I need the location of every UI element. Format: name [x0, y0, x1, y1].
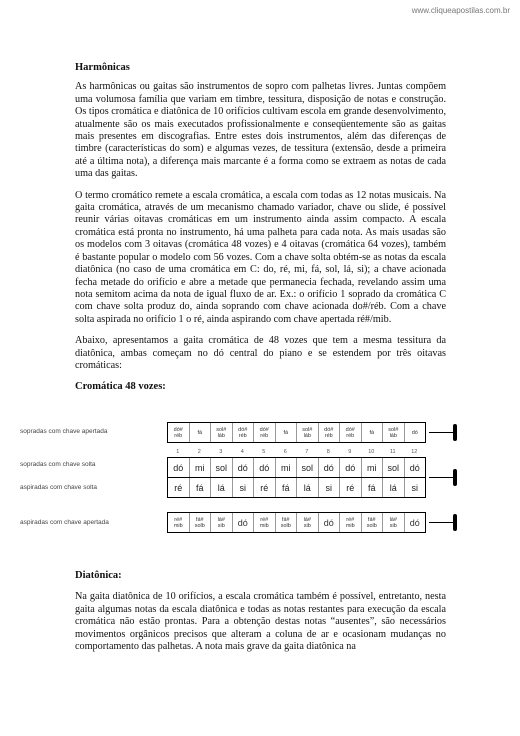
row-aspiradas-apertada: [167, 512, 426, 533]
hole-number: 8: [326, 449, 330, 455]
paragraph-final: Na gaita diatônica de 10 orifícios, a escala cromática também é possível, entretanto, nesta gaita algumas notas da escala diatônica e todas as notas restantes para execução da escala cromática não estão prontas. Para a obtenção destas notas “ausentes”, são necessários movimentos orgânicos precisos que alteram a coluna de ar e ocasionam mudanças no comportamento das palhetas. A nota mais grave da gaita diatônica na: [75, 591, 446, 653]
note-cell: mi: [189, 458, 211, 477]
hole-number: 6: [283, 449, 287, 455]
note-cell: fá: [361, 478, 383, 497]
harmonica-diagram: [20, 422, 475, 532]
note-cell: dó: [339, 458, 361, 477]
block-chave-solta: [167, 457, 426, 498]
site-url: www.cliqueapostilas.com.br: [411, 6, 510, 15]
note-cell: dó: [404, 458, 426, 477]
note-cell: sol: [210, 458, 232, 477]
hole-number: 5: [262, 449, 266, 455]
hole-number: 1: [176, 449, 180, 455]
slide-knob-middle: [453, 469, 457, 486]
note-cell: dó: [173, 462, 184, 473]
note-cell: ré# mib: [173, 516, 183, 529]
note-cell: sol# láb: [382, 423, 404, 442]
label-aspiradas-solta: aspiradas com chave solta: [20, 484, 97, 491]
note-cell: fá# solb: [189, 513, 211, 532]
hole-numbers: [167, 449, 425, 455]
note-cell: dó: [404, 513, 426, 532]
slide-rod-top: [429, 432, 455, 433]
hole-number: 7: [305, 449, 309, 455]
note-cell: sol: [296, 458, 318, 477]
note-cell: fá: [275, 478, 297, 497]
note-cell: dó# réb: [173, 426, 183, 439]
row-sopradas-apertada: [167, 422, 426, 443]
note-cell: ré: [174, 482, 183, 493]
slide-rod-bottom: [429, 522, 455, 523]
note-cell: dó: [253, 458, 275, 477]
note-cell: ré# mib: [253, 513, 275, 532]
note-cell: lá# sib: [210, 513, 232, 532]
label-sopradas-apertada: sopradas com chave apertada: [20, 428, 108, 435]
label-sopradas-solta: sopradas com chave solta: [20, 461, 96, 468]
section-title-diatonica: Diatônica:: [75, 570, 122, 581]
note-cell: dó# réb: [339, 423, 361, 442]
document-body: [75, 62, 446, 394]
note-cell: dó: [318, 458, 340, 477]
slide-knob-top: [453, 424, 457, 441]
note-cell: lá# sib: [382, 513, 404, 532]
hole-number: 9: [348, 449, 352, 455]
paragraph-1: As harmônicas ou gaitas são instrumentos de sopro com palhetas livres. Juntas compõem uma volumosa família que variam em timbre, tessitura, disposição de notas e construção. Os tipos cromática e diatônica de 10 orifícios cultivam escola em grande desenvolvimento, atualmente são os mais executados profissionalmente e conseqüentemente são as gaitas mais presentes em discografias. Entre estes dois instrumentos, além das diferenças de timbre (características do som) e algumas vezes, de tessitura (extensão, desde a primeira até a última nota), a diferença mais marcante é a forma como se extraem as notas de cada uma das gaitas.: [75, 81, 446, 180]
slide-rod-middle: [429, 477, 455, 478]
section-title-harmonicas: Harmônicas: [75, 62, 130, 73]
section-title-cromatica: Cromática 48 vozes:: [75, 381, 166, 393]
note-cell: si: [318, 478, 340, 497]
note-cell: mi: [275, 458, 297, 477]
row-sopradas-solta: [168, 458, 425, 477]
note-cell: dó# réb: [253, 423, 275, 442]
note-cell: si: [404, 478, 426, 497]
note-cell: si: [232, 478, 254, 497]
note-cell: mi: [361, 458, 383, 477]
note-cell: fá: [361, 423, 383, 442]
note-cell: sol: [382, 458, 404, 477]
hole-number: 10: [368, 449, 375, 455]
note-cell: ré: [253, 478, 275, 497]
hole-number: 3: [219, 449, 223, 455]
note-cell: dó# réb: [232, 423, 254, 442]
note-cell: dó: [232, 458, 254, 477]
note-cell: lá: [296, 478, 318, 497]
label-aspiradas-apertada: aspiradas com chave apertada: [20, 519, 109, 526]
slide-knob-bottom: [453, 514, 457, 531]
note-cell: dó: [318, 513, 340, 532]
note-cell: ré# mib: [339, 513, 361, 532]
hole-number: 12: [411, 449, 418, 455]
note-cell: fá# solb: [361, 513, 383, 532]
paragraph-2: O termo cromático remete a escala cromática, a escala com todas as 12 notas musicais. Na gaita cromática, através de um mecanismo chamado variador, chave ou slide, é possível reunir várias oitavas cromáticas em um instrumento ainda assim compacto. A escala cromática está pronta no instrumento, há uma palheta para cada nota. As mais usadas são os modelos com 3 oitavas (cromática 48 vozes) e 4 oitavas (cromática 64 vozes), também é bastante popular o modelo com 56 vozes. Com a chave solta obtém-se as notas da escala diatônica (no caso de uma cromática em C: do, ré, mi, fá, sol, lá, si); a chave acionada fecha metade do orifício e abre a metade que permanecia fechada, revelando assim uma nota semitom acima da nota de igual fluxo de ar. Ex.: o orifício 1 soprado da cromática C com chave solta produz do, ainda soprando com chave acionada do#/réb. Com a chave solta aspirada no orifício 1 o ré, ainda aspirando com chave apertada ré#/mib.: [75, 189, 446, 325]
row-aspiradas-solta: [168, 477, 425, 497]
note-cell: dó: [404, 423, 426, 442]
note-cell: fá: [275, 423, 297, 442]
note-cell: ré: [339, 478, 361, 497]
hole-number: 11: [389, 449, 396, 455]
hole-number: 2: [197, 449, 201, 455]
note-cell: fá: [189, 478, 211, 497]
document-body-2: [75, 570, 446, 653]
note-cell: dó: [232, 513, 254, 532]
paragraph-3: Abaixo, apresentamos a gaita cromática de 48 vozes que tem a mesma tessitura da diatônica, ambas começam no dó central do piano e se estendem por três oitavas cromáticas:: [75, 335, 446, 371]
note-cell: sol# láb: [296, 423, 318, 442]
note-cell: lá: [210, 478, 232, 497]
note-cell: lá# sib: [296, 513, 318, 532]
note-cell: fá# solb: [275, 513, 297, 532]
note-cell: lá: [382, 478, 404, 497]
hole-number: 4: [240, 449, 244, 455]
note-cell: sol# láb: [210, 423, 232, 442]
note-cell: fá: [189, 423, 211, 442]
note-cell: dó# réb: [318, 423, 340, 442]
